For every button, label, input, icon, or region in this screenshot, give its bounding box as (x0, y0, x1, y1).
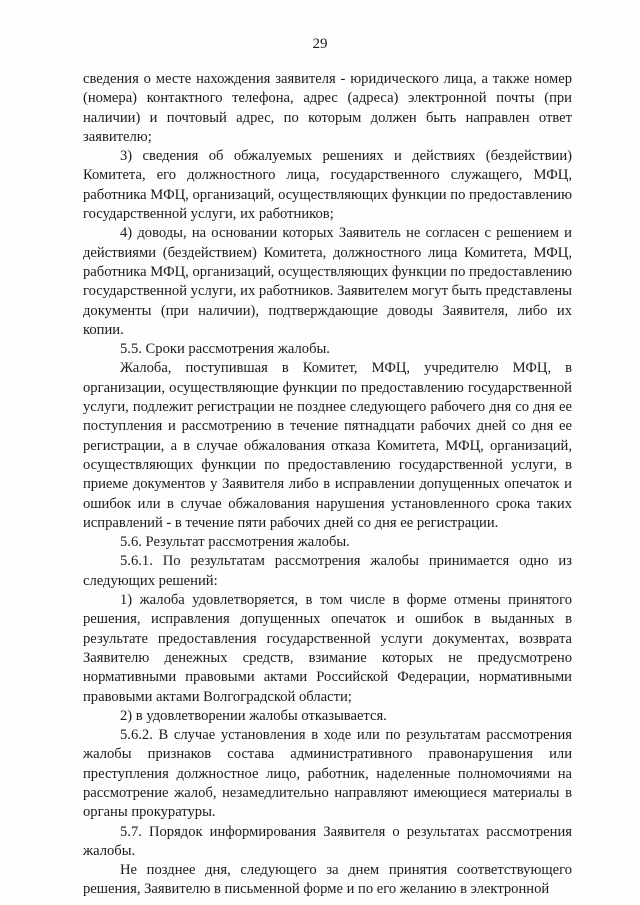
paragraph: 5.6.2. В случае установления в ходе или по результатам рассмотрения жалобы признаков состава административного правонарушения или преступления должностное лицо, работник, наделенные полномочиями на рассмотрение жалоб, незамедлительно направляют имеющиеся материалы в органы прокуратуры. (83, 727, 572, 821)
paragraph: 5.6.1. По результатам рассмотрения жалобы принимается одно из следующих решений: (83, 553, 572, 589)
document-body (83, 70, 572, 900)
section-heading: 5.7. Порядок информирования Заявителя о результатах рассмотрения жалобы. (83, 823, 572, 859)
paragraph: сведения о месте нахождения заявителя - юридического лица, а также номер (номера) контактного телефона, адрес (адреса) электронной почты (при наличии) и почтовый адрес, по которым должен быть направлен ответ заявителю; (83, 71, 572, 145)
section-heading: 5.5. Сроки рассмотрения жалобы. (120, 341, 330, 358)
section-heading: 5.6. Результат рассмотрения жалобы. (120, 534, 350, 551)
paragraph: 2) в удовлетворении жалобы отказывается. (120, 707, 387, 724)
paragraph: Не позднее дня, следующего за днем принятия соответствующего решения, Заявителю в письменной форме и по его желанию в электронной (83, 862, 572, 898)
paragraph: Жалоба, поступившая в Комитет, МФЦ, учредителю МФЦ, в организации, осуществляющие функции по предоставлению государственной услуги, подлежит регистрации не позднее следующего рабочего дня со дня ее поступления и рассмотрению в течение пятнадцати рабочих дней со дня ее регистрации, а в случае обжалования отказа Комитета, МФЦ, организаций, осуществляющих функции по предоставлению государственной услуги, в приеме документов у Заявителя либо в исправлении допущенных опечаток и ошибок или в случае обжалования нарушения установленного срока таких исправлений - в течение пяти рабочих дней со дня ее регистрации. (83, 360, 572, 531)
paragraph: 4) доводы, на основании которых Заявитель не согласен с решением и действиями (бездействием) Комитета, должностного лица Комитета, МФЦ, работника МФЦ, организаций, осуществляющих функции по предоставлению государственной услуги, их работников. Заявителем могут быть представлены документы (при наличии), подтверждающие доводы Заявителя, либо их копии. (83, 225, 572, 338)
page-number: 29 (312, 36, 328, 52)
paragraph: 1) жалоба удовлетворяется, в том числе в форме отмены принятого решения, исправления допущенных опечаток и ошибок в выданных в результате предоставления государственной услуги документах, возврата Заявителю денежных средств, взимание которых не предусмотрено нормативными правовыми актами Российской Федерации, нормативными правовыми актами Волгоградской области; (83, 592, 572, 705)
paragraph: 3) сведения об обжалуемых решениях и действиях (бездействии) Комитета, его должностного лица, государственного служащего, МФЦ, работника МФЦ, организаций, осуществляющих функции по предоставлению государственной услуги, их работников; (83, 148, 572, 223)
